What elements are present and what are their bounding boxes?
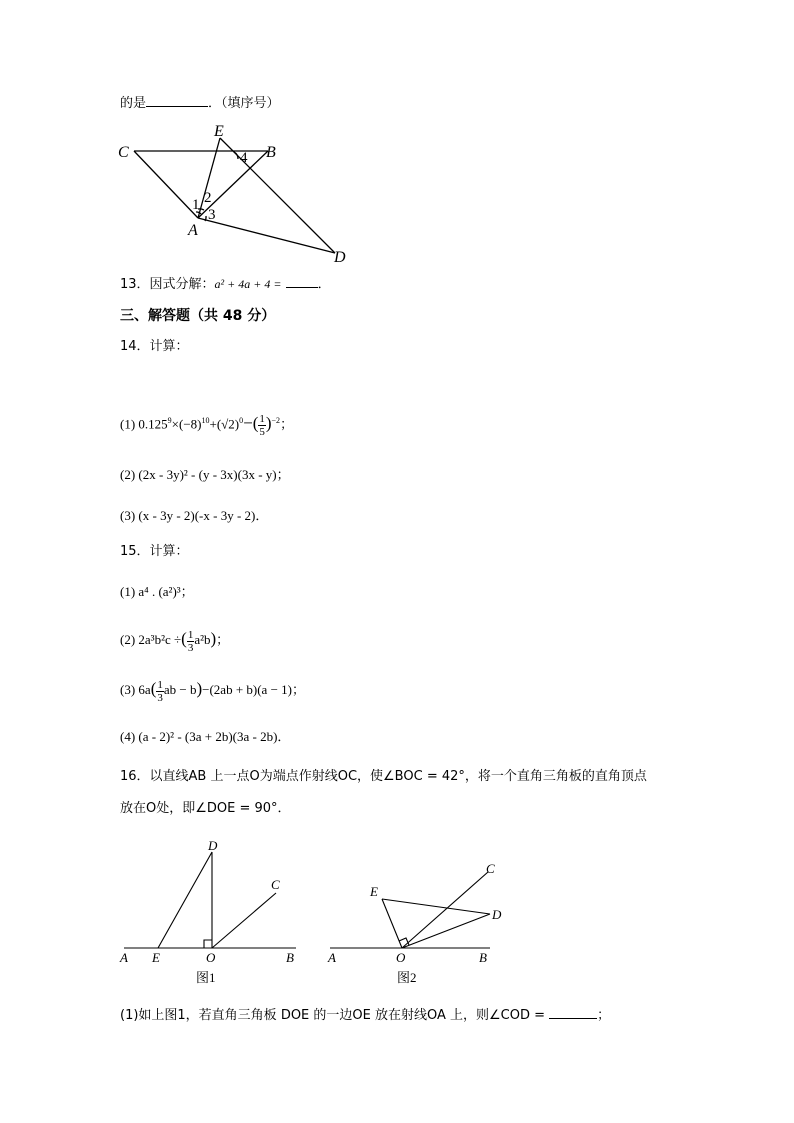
fraction: $\frac{1}{3}$ bbox=[157, 678, 163, 704]
q16-line2: 放在O处，即∠DOE = 90°． bbox=[120, 801, 291, 816]
q16-line1: 16．以直线AB 上一点O为端点作射线OC，使∠BOC = 42°，将一个直角三角板的直角顶点 bbox=[120, 769, 647, 784]
answer-blank bbox=[549, 1006, 597, 1019]
line-ae bbox=[198, 138, 220, 218]
figure-caption: 图2 bbox=[397, 970, 417, 985]
q13-expr: a² + 4a + 4 = bbox=[214, 277, 282, 291]
q15-part2: (2) 2a³b²c ÷( $\frac{1}{3}$ a²b)； bbox=[120, 628, 230, 654]
label-b: B bbox=[286, 950, 294, 965]
q15-label: 15．计算： bbox=[120, 544, 189, 559]
ray-oc bbox=[212, 893, 276, 948]
line-ca bbox=[134, 151, 198, 218]
q16-sub1: (1)如上图1，若直角三角板 DOE 的一边OE 放在射线OA 上，则∠COD = ； bbox=[120, 1008, 611, 1023]
answer-blank bbox=[286, 275, 318, 288]
angle-1: 1 bbox=[192, 197, 200, 213]
label-c: C bbox=[486, 861, 495, 876]
label-b: B bbox=[266, 144, 276, 161]
label-o: O bbox=[396, 950, 406, 965]
q14-part3: (3) (x - 3y - 2)(-x - 3y - 2)． bbox=[120, 508, 269, 523]
figure-2 bbox=[322, 856, 512, 986]
q14-part2: (2) (2x - 3y)² - (y - 3x)(3x - y)； bbox=[120, 467, 290, 482]
right-angle-mark bbox=[204, 940, 212, 948]
q15-part4: (4) (a - 2)² - (3a + 2b)(3a - 2b)． bbox=[120, 729, 291, 744]
fraction: $\frac{1}{5}$ bbox=[259, 412, 265, 438]
label-e: E bbox=[214, 123, 224, 140]
figure-caption: 图1 bbox=[196, 970, 216, 985]
q13-end: ． bbox=[317, 277, 331, 292]
label-c: C bbox=[271, 877, 280, 892]
line-de bbox=[158, 852, 212, 948]
section-heading: 三、解答题（共 48 分） bbox=[120, 308, 276, 324]
q14-label: 14．计算： bbox=[120, 339, 189, 354]
fraction: $\frac{1}{3}$ bbox=[187, 628, 194, 654]
answer-blank bbox=[146, 94, 208, 107]
q12-suffix: ．（填序号） bbox=[208, 96, 280, 111]
label-o: O bbox=[206, 950, 216, 965]
line-ed bbox=[382, 899, 490, 914]
q14-part1: (1) $0.125^9\times(-8)^{10}+(√2)^0-$( $\frac{1}{5}$ )$^{-2}$； bbox=[120, 412, 294, 438]
q12-prefix: 的是 bbox=[120, 96, 147, 111]
label-a: A bbox=[188, 222, 198, 239]
angle-3: 3 bbox=[208, 207, 216, 223]
label-a: A bbox=[328, 950, 336, 965]
q15-part3: (3) 6a( $\frac{1}{3}$ ab − b)−(2ab + b)(a − 1)； bbox=[120, 678, 306, 704]
angle-4: 4 bbox=[240, 150, 248, 166]
label-d: D bbox=[492, 907, 502, 922]
q12-tail-line bbox=[120, 94, 280, 113]
ray-oc bbox=[402, 872, 488, 948]
angle-arc bbox=[205, 216, 206, 221]
figure-1 bbox=[114, 836, 304, 986]
q12-figure bbox=[110, 118, 360, 266]
label-e: E bbox=[370, 884, 378, 899]
q13-line bbox=[120, 275, 331, 294]
q13-label: 13．因式分解： bbox=[120, 277, 215, 292]
angle-2: 2 bbox=[204, 190, 212, 206]
line-od bbox=[402, 914, 490, 948]
label-c: C bbox=[118, 144, 129, 161]
label-d: D bbox=[208, 838, 218, 853]
label-d: D bbox=[334, 249, 346, 266]
label-b: B bbox=[479, 950, 487, 965]
label-a: A bbox=[120, 950, 128, 965]
angle-arc bbox=[234, 152, 238, 159]
label-e: E bbox=[152, 950, 160, 965]
q15-part1: (1) a⁴ . (a²)³； bbox=[120, 584, 194, 599]
line-ad bbox=[198, 218, 335, 253]
